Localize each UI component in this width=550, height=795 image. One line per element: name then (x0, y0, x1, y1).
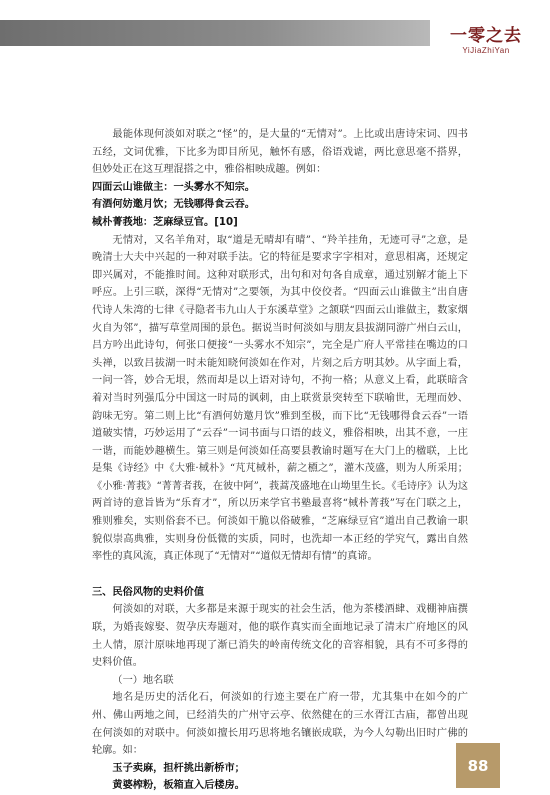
section-heading: 三、民俗风物的史料价值 (92, 586, 205, 598)
paragraph: 何淡如的对联，大多都是来源于现实的社会生活，他为茶楼酒肆、戏棚神庙撰联，为婚丧嫁娶、贺孕庆寿题对，他的联作真实而全面地记录了清末广府地区的风土人情，原汁原味地再现了渐已消失的岭南传统文化的音容相貌，具有不可多得的史料价值。 (92, 604, 468, 669)
paragraph: 地名是历史的活化石，何淡如的行迹主要在广府一带，尤其集中在如今的广州、佛山两地之间，已经消失的广州守云亭、依然健在的三水胥江古庙，都曾出现在何淡如的对联中。何淡如擅长用巧思将地名镶嵌成联，为今人勾勒出旧时广佛的轮廓。如： (92, 692, 468, 757)
brand-logo (432, 26, 540, 60)
sub-heading: （一）地名联 (112, 674, 174, 686)
article-body (92, 126, 468, 795)
couplet-line: 四面云山谁做主：一头雾水不知宗。 (92, 181, 255, 193)
header-bar (0, 20, 430, 46)
logo-subtitle: YiJiaZhiYan (462, 46, 510, 55)
couplet-line: 黄婆榨粉，板箱直入后楼房。 (112, 780, 245, 792)
couplet-line: 玉子卖麻，担杆挑出新桥市； (112, 762, 245, 774)
paragraph: 最能体现何淡如对联之“怪”的，是大量的“无情对”。上比或出唐诗宋词、四书五经，文词优雅，下比多为即目所见，触怀有感，俗语戏谑，两比意思毫不搭界，但妙处正在这互理混搭之中，雅俗相映成趣。例如： (92, 129, 468, 176)
paragraph: 无情对，又名羊角对，取“道是无晴却有晴”、“羚羊挂角，无迹可寻”之意，是晚清士大夫中兴起的一种对联手法。它的特征是要求字字相对，意思相离，还规定即兴属对，不能推时间。这种对联形式，出句和对句各自成章，通过别解才能上下呼应。上引三联，深得“无情对”之要领，为其中佼佼者。“四面云山谁做主”出自唐代诗人朱湾的七律《寻隐者韦九山人于东溪草堂》之颔联“四面云山谁做主，数家烟火自为邻”，描写草堂周围的景色。据说当时何淡如与朋友县拔湖同游广州白云山，吕方吟出此诗句，何张口便接“一头雾水不知宗”，完全是广府人平常挂在嘴边的口头禅，以致吕拔湖一时未能知晓何淡如在作对，片刻之后方明其妙。从字面上看，一问一答，妙合无垠，然而却是以上语对诗句，不拘一格；从意义上看，此联暗含着对当时列强瓜分中国这一时局的讽刺，由上联赏景突转至下联喻世，无理而妙、韵味无穷。第二则上比“有酒何妨邀月饮”雅到至极，而下比“无钱哪得食云吞”一语道破实情，巧妙运用了“云吞”一词书面与口语的歧义，雅俗相映，出其不意，一庄一谐，而能妙趣横生。第三则是何淡如任高要县教谕时题写在大门上的楹联，上比是集《诗经》中《大雅·棫朴》“芃芃棫朴，薪之槱之”，灌木茂盛，则为人所采用；《小雅·菁莪》“菁菁者莪，在彼中阿”，莪蒿茂盛地在山坳里生长。《毛诗序》认为这两首诗的意旨皆为“乐育才”，所以历来学官书塾最喜将“棫朴菁莪”写在门联之上，雅则雅矣，实则俗套不已。何淡如干脆以俗破雅，“芝麻绿豆官”道出自己教谕一职貌似崇高典雅，实则身份低微的实质，同时，也洗却一本正经的学究气，露出自然率性的真风流，真正体现了“无情对”“道似无情却有情”的真谛。 (92, 234, 468, 563)
page-number: 88 (456, 743, 500, 788)
couplet-line: 棫朴菁莪地：芝麻绿豆官。[10] (92, 216, 238, 228)
couplet-line: 有酒何妨邀月饮；无钱哪得食云吞。 (92, 199, 255, 211)
logo-mark: 一零之去 (450, 26, 522, 46)
